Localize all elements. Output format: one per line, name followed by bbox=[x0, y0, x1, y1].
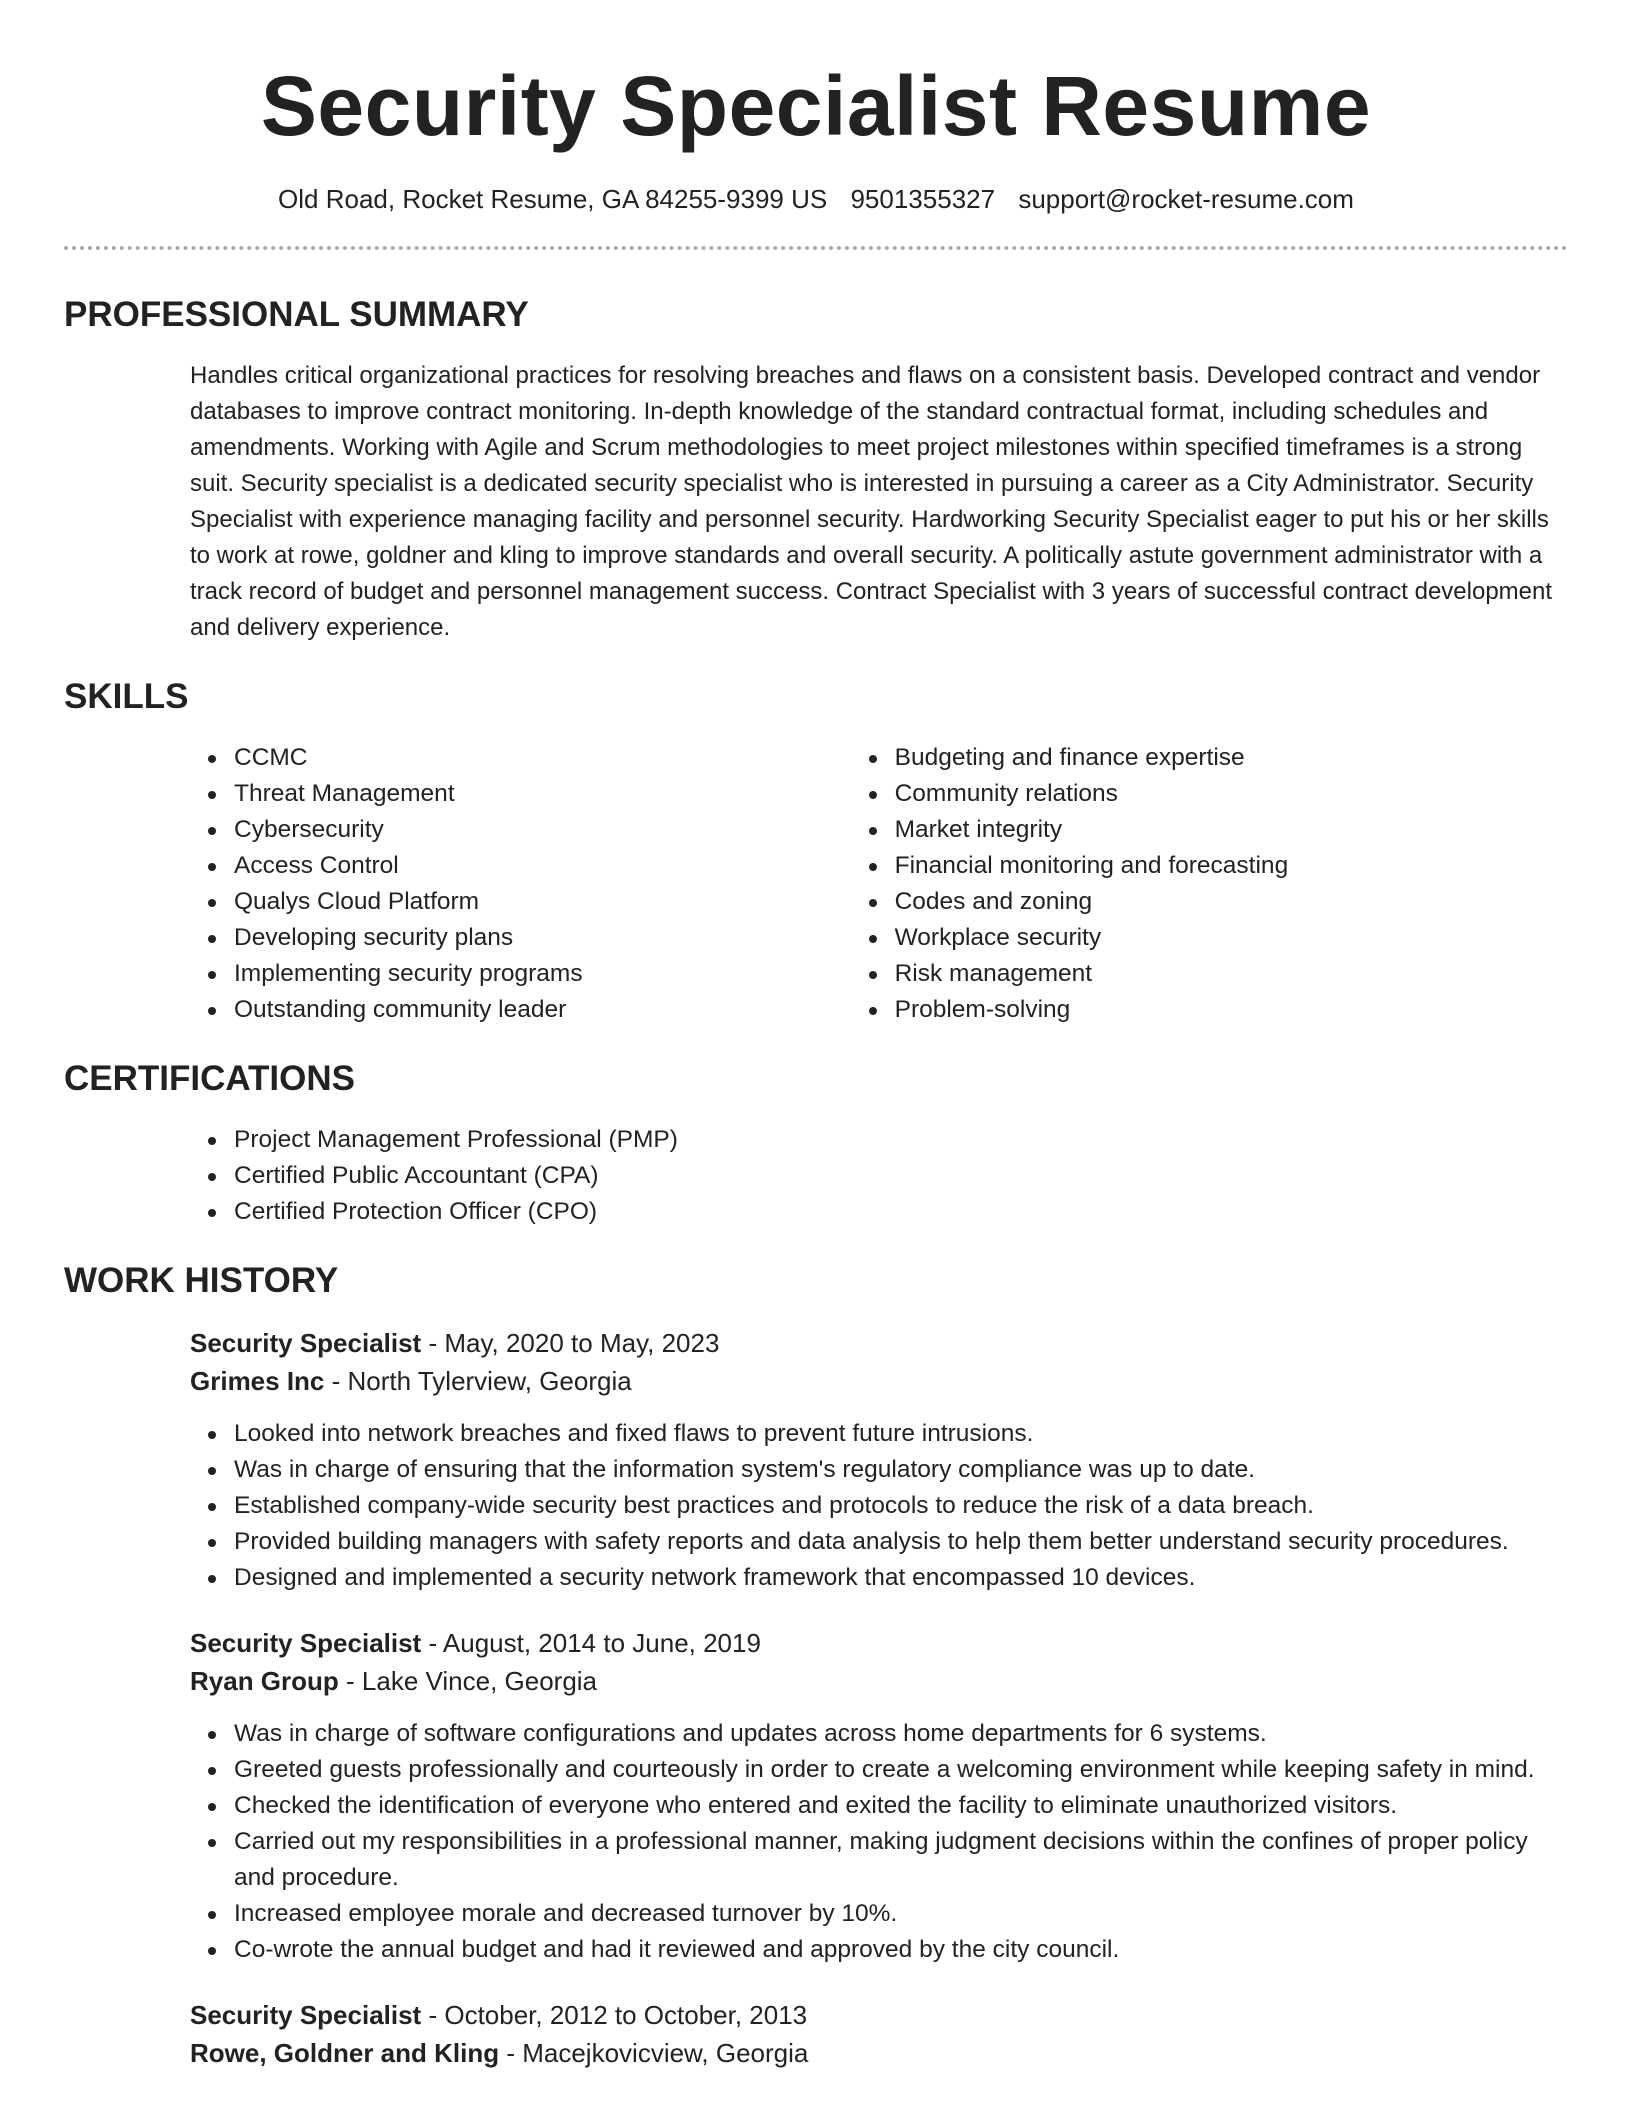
list-item: Project Management Professional (PMP) bbox=[234, 1122, 1568, 1158]
job-location: - Lake Vince, Georgia bbox=[338, 1666, 598, 1696]
list-item: Budgeting and finance expertise bbox=[895, 740, 1568, 776]
skills-list-right bbox=[725, 740, 1568, 1028]
list-item: Community relations bbox=[895, 776, 1568, 812]
job-company-line bbox=[190, 2034, 1568, 2072]
list-item: Greeted guests professionally and courteously in order to create a welcoming environment while keeping safety in mind. bbox=[234, 1752, 1568, 1788]
certifications-section bbox=[64, 1058, 1568, 1230]
summary-text: Handles critical organizational practices for resolving breaches and flaws on a consistent basis. Developed contract and vendor databases to improve contract monitoring. In-depth knowledge of the standard contractual format, including schedules and amendments. Working with Agile and Scrum methodologies to meet project milestones within specified timeframes is a strong suit. Security specialist is a dedicated security specialist who is interested in pursuing a career as a City Administrator. Security Specialist with experience managing facility and personnel security. Hardworking Security Specialist eager to put his or her skills to work at rowe, goldner and kling to improve standards and overall security. A politically astute government administrator with a track record of budget and personnel management success. Contract Specialist with 3 years of successful contract development and delivery experience. bbox=[190, 362, 1553, 641]
job-title-line bbox=[190, 1324, 1568, 1362]
job-dates: - May, 2020 to May, 2023 bbox=[421, 1328, 720, 1358]
job-company-line bbox=[190, 1662, 1568, 1700]
list-item: Was in charge of software configurations and updates across home departments for 6 systems. bbox=[234, 1716, 1568, 1752]
list-item: Checked the identification of everyone who entered and exited the facility to eliminate unauthorized visitors. bbox=[234, 1788, 1568, 1824]
job-dates: - August, 2014 to June, 2019 bbox=[421, 1628, 761, 1658]
list-item: Risk management bbox=[895, 956, 1568, 992]
list-item: Cybersecurity bbox=[234, 812, 725, 848]
list-item: Certified Protection Officer (CPO) bbox=[234, 1194, 1568, 1230]
job-title-line bbox=[190, 1624, 1568, 1662]
list-item: Market integrity bbox=[895, 812, 1568, 848]
list-item: Established company-wide security best practices and protocols to reduce the risk of a data breach. bbox=[234, 1488, 1568, 1524]
work-history-section bbox=[64, 1260, 1568, 2072]
job-company: Rowe, Goldner and Kling bbox=[190, 2038, 500, 2068]
phone: 9501355327 bbox=[850, 184, 996, 214]
job-dates: - October, 2012 to October, 2013 bbox=[421, 2000, 808, 2030]
list-item: Developing security plans bbox=[234, 920, 725, 956]
list-item: Was in charge of ensuring that the information system's regulatory compliance was up to date. bbox=[234, 1452, 1568, 1488]
work-history-heading: WORK HISTORY bbox=[64, 1261, 339, 1300]
list-item: Co-wrote the annual budget and had it reviewed and approved by the city council. bbox=[234, 1932, 1568, 1968]
job-title: Security Specialist bbox=[190, 1328, 422, 1358]
certifications-list bbox=[64, 1122, 1568, 1230]
list-item: Financial monitoring and forecasting bbox=[895, 848, 1568, 884]
list-item: CCMC bbox=[234, 740, 725, 776]
list-item: Codes and zoning bbox=[895, 884, 1568, 920]
job-bullets bbox=[190, 1416, 1568, 1596]
job-location: - North Tylerview, Georgia bbox=[324, 1366, 632, 1396]
summary-heading: PROFESSIONAL SUMMARY bbox=[64, 295, 529, 334]
skills-columns bbox=[64, 740, 1568, 1028]
page-title: Security Specialist Resume bbox=[260, 59, 1372, 153]
contact-line bbox=[64, 182, 1568, 216]
header-divider bbox=[64, 246, 1568, 250]
job-company: Ryan Group bbox=[190, 1666, 339, 1696]
job-bullets bbox=[190, 1716, 1568, 1968]
list-item: Increased employee morale and decreased turnover by 10%. bbox=[234, 1896, 1568, 1932]
skills-list-left bbox=[64, 740, 725, 1028]
list-item: Designed and implemented a security network framework that encompassed 10 devices. bbox=[234, 1560, 1568, 1596]
job-entry bbox=[190, 1324, 1568, 1596]
list-item: Certified Public Accountant (CPA) bbox=[234, 1158, 1568, 1194]
list-item: Implementing security programs bbox=[234, 956, 725, 992]
list-item: Provided building managers with safety reports and data analysis to help them better understand security procedures. bbox=[234, 1524, 1568, 1560]
job-entry bbox=[190, 1624, 1568, 1968]
list-item: Access Control bbox=[234, 848, 725, 884]
job-entry bbox=[190, 1996, 1568, 2072]
list-item: Carried out my responsibilities in a professional manner, making judgment decisions within the confines of proper policy and procedure. bbox=[234, 1824, 1568, 1896]
list-item: Workplace security bbox=[895, 920, 1568, 956]
list-item: Threat Management bbox=[234, 776, 725, 812]
list-item: Problem-solving bbox=[895, 992, 1568, 1028]
job-title: Security Specialist bbox=[190, 2000, 422, 2030]
list-item: Outstanding community leader bbox=[234, 992, 725, 1028]
list-item: Qualys Cloud Platform bbox=[234, 884, 725, 920]
list-item: Looked into network breaches and fixed flaws to prevent future intrusions. bbox=[234, 1416, 1568, 1452]
email: support@rocket-resume.com bbox=[1018, 184, 1354, 214]
job-title-line bbox=[190, 1996, 1568, 2034]
summary-section bbox=[64, 294, 1568, 646]
job-company-line bbox=[190, 1362, 1568, 1400]
skills-section bbox=[64, 676, 1568, 1028]
job-company: Grimes Inc bbox=[190, 1366, 325, 1396]
job-location: - Macejkovicview, Georgia bbox=[499, 2038, 809, 2068]
address: Old Road, Rocket Resume, GA 84255-9399 US bbox=[278, 184, 828, 214]
skills-heading: SKILLS bbox=[64, 677, 189, 716]
resume-page bbox=[64, 0, 1568, 2072]
certifications-heading: CERTIFICATIONS bbox=[64, 1059, 356, 1098]
job-title: Security Specialist bbox=[190, 1628, 422, 1658]
